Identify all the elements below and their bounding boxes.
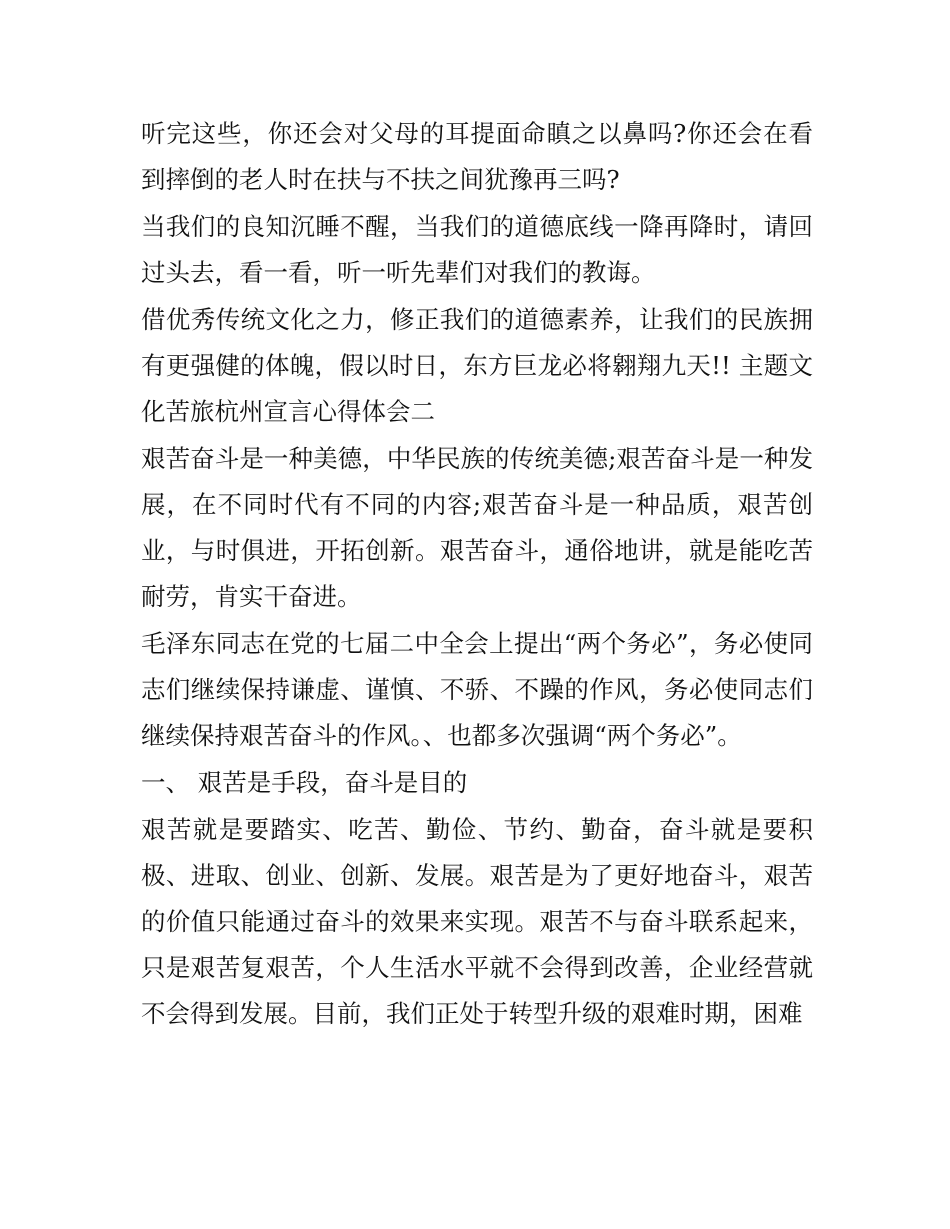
document-body	[141, 111, 813, 1038]
paragraph-5: 毛泽东同志在党的七届二中全会上提出“两个务必”，务必使同志们继续保持谦虚、谨慎、不骄、不躁的作风，务必使同志们继续保持艰苦奋斗的作风。、也都多次强调“两个务必”。	[141, 629, 813, 750]
paragraph-6: 艰苦就是要踏实、吃苦、勤俭、节约、勤奋，奋斗就是要积极、进取、创业、创新、发展。艰苦是为了更好地奋斗，艰苦的价值只能通过奋斗的效果来实现。艰苦不与奋斗联系起来，只是艰苦复艰苦，个人生活水平就不会得到改善，企业经营就不会得到发展。目前，我们正处于转型升级的艰难时期，困难	[141, 815, 813, 1028]
paragraph-4: 艰苦奋斗是一种美德，中华民族的传统美德;艰苦奋斗是一种发展，在不同时代有不同的内容;艰苦奋斗是一种品质，艰苦创业，与时俱进，开拓创新。艰苦奋斗，通俗地讲，就是能吃苦耐劳，肯实干奋进。	[141, 444, 813, 611]
paragraph-3: 借优秀传统文化之力，修正我们的道德素养，让我们的民族拥有更强健的体魄，假以时日，东方巨龙必将翱翔九天!! 主题文化苦旅杭州宣言心得体会二	[141, 305, 813, 426]
paragraph-2: 当我们的良知沉睡不醒，当我们的道德底线一降再降时，请回过头去，看一看，听一听先辈们对我们的教诲。	[141, 212, 813, 287]
paragraph-1: 听完这些，你还会对父母的耳提面命瞋之以鼻吗?你还会在看到摔倒的老人时在扶与不扶之间犹豫再三吗?	[141, 119, 813, 194]
section-heading-1: 一、 艰苦是手段，奋斗是目的	[141, 768, 468, 797]
